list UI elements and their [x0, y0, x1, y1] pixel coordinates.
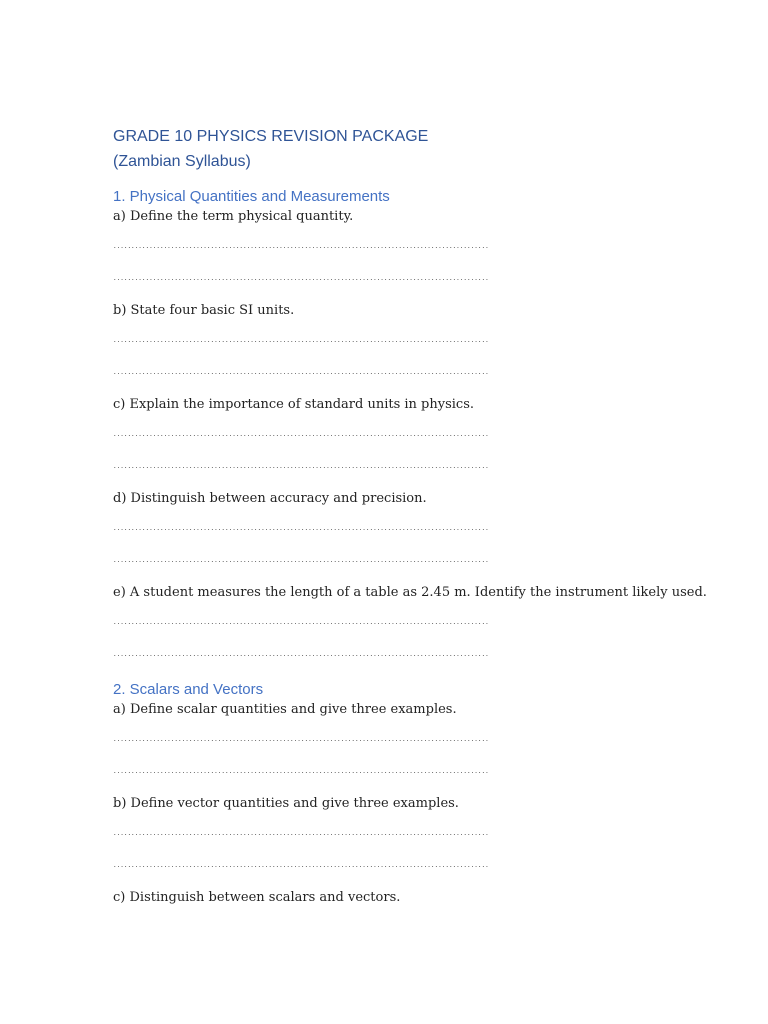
answer-line: ........................................................................................................: [113, 431, 489, 438]
question-text: c) Explain the importance of standard units in physics.: [113, 397, 474, 412]
title-line-2: (Zambian Syllabus): [113, 153, 251, 170]
answer-line: ........................................................................................................: [113, 830, 489, 837]
question-text: d) Distinguish between accuracy and precision.: [113, 491, 427, 506]
worksheet-page: [113, 124, 713, 906]
question-text: a) Define the term physical quantity.: [113, 209, 354, 224]
answer-line: ........................................................................................................: [113, 243, 489, 250]
answer-line: ........................................................................................................: [113, 619, 489, 626]
answer-line: ........................................................................................................: [113, 337, 489, 344]
question-text: a) Define scalar quantities and give three examples.: [113, 702, 457, 717]
answer-line: ........................................................................................................: [113, 525, 489, 532]
question-text: c) Distinguish between scalars and vectors.: [113, 890, 401, 905]
question-text: e) A student measures the length of a table as 2.45 m. Identify the instrument likely used.: [113, 585, 707, 600]
title-line-1: GRADE 10 PHYSICS REVISION PACKAGE: [113, 128, 429, 145]
answer-line: ........................................................................................................: [113, 369, 489, 376]
answer-line: ........................................................................................................: [113, 736, 489, 743]
answer-line: ........................................................................................................: [113, 651, 489, 658]
question-text: b) State four basic SI units.: [113, 303, 295, 318]
answer-line: ........................................................................................................: [113, 557, 489, 564]
answer-line: ........................................................................................................: [113, 463, 489, 470]
document-title: [113, 124, 713, 174]
answer-line: ........................................................................................................: [113, 862, 489, 869]
question-text: b) Define vector quantities and give three examples.: [113, 796, 459, 811]
section-heading: 2. Scalars and Vectors: [113, 681, 264, 698]
answer-line: ........................................................................................................: [113, 275, 489, 282]
section-heading: 1. Physical Quantities and Measurements: [113, 188, 390, 205]
answer-line: ........................................................................................................: [113, 768, 489, 775]
